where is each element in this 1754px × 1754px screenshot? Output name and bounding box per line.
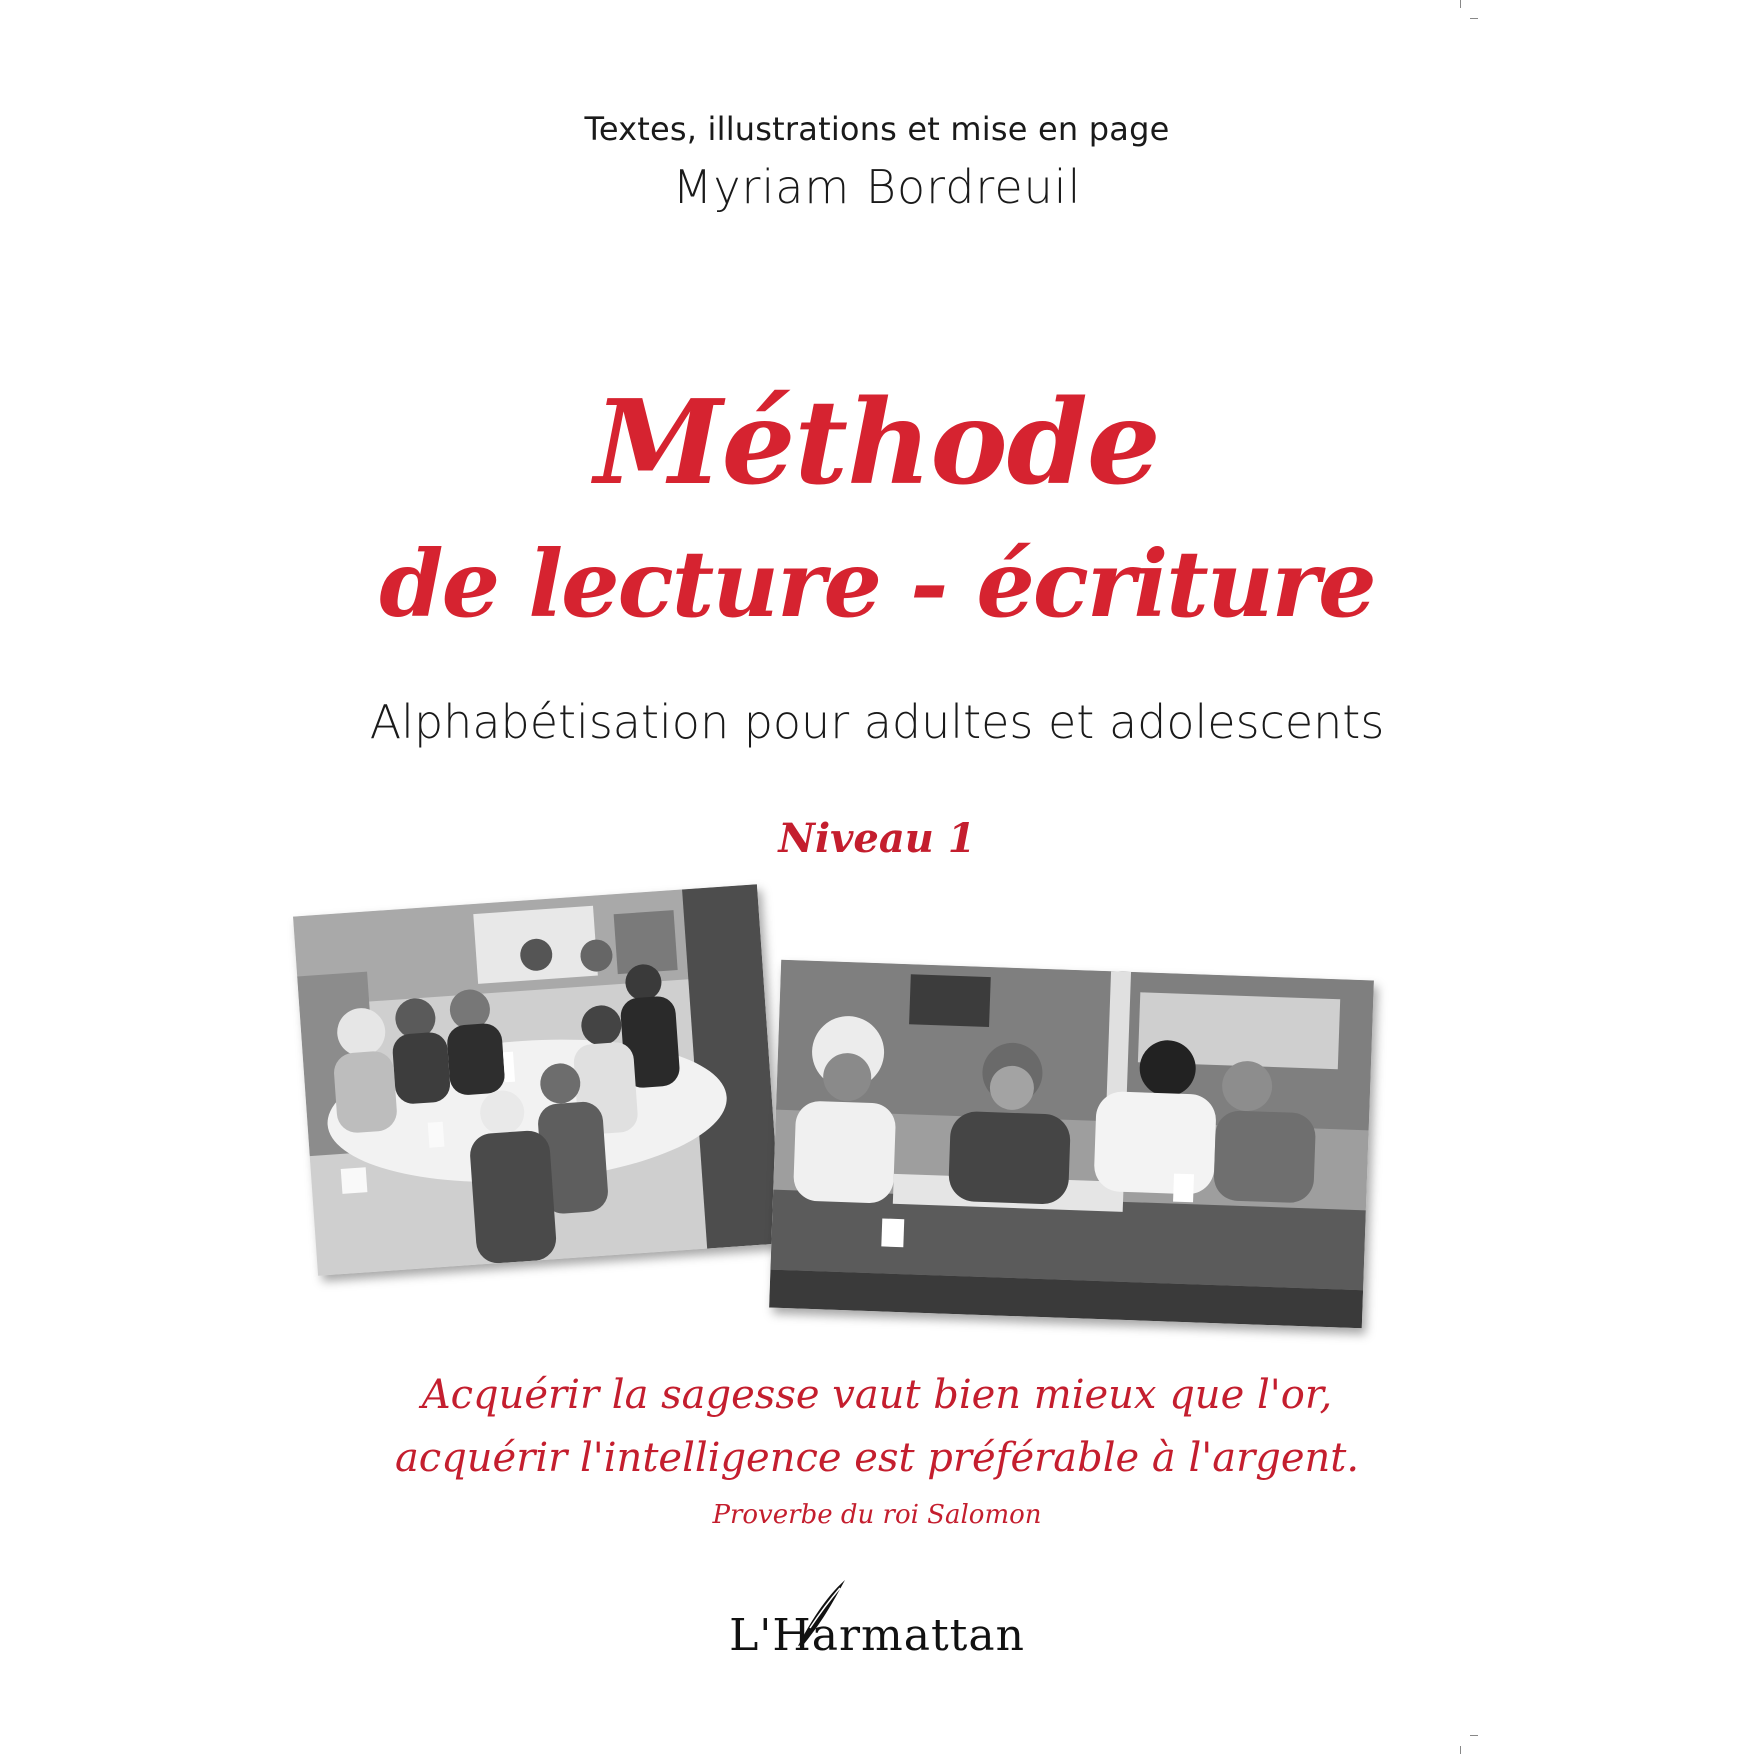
crop-mark	[1470, 18, 1478, 19]
crop-mark	[1470, 1735, 1478, 1736]
crop-mark	[1460, 1746, 1461, 1754]
classroom-photo-left	[293, 884, 782, 1276]
classroom-photo-right	[769, 960, 1374, 1328]
subtitle: Alphabétisation pour adultes et adolescents	[369, 695, 1385, 749]
credit-line: Textes, illustrations et mise en page	[584, 110, 1170, 148]
author-name: Myriam Bordreuil	[672, 160, 1082, 214]
quote-source: Proverbe du roi Salomon	[712, 1500, 1042, 1530]
quote-line-1: Acquérir la sagesse vaut bien mieux que l'or,	[421, 1372, 1333, 1418]
title-line-2: de lecture - écriture	[379, 530, 1375, 638]
title-line-1: Méthode	[594, 375, 1160, 511]
publisher-name: L'Harmattan	[729, 1610, 1025, 1661]
crop-mark	[1460, 0, 1461, 8]
level-label: Niveau 1	[778, 815, 976, 862]
quote-line-2: acquérir l'intelligence est préférable à l'argent.	[394, 1435, 1360, 1481]
